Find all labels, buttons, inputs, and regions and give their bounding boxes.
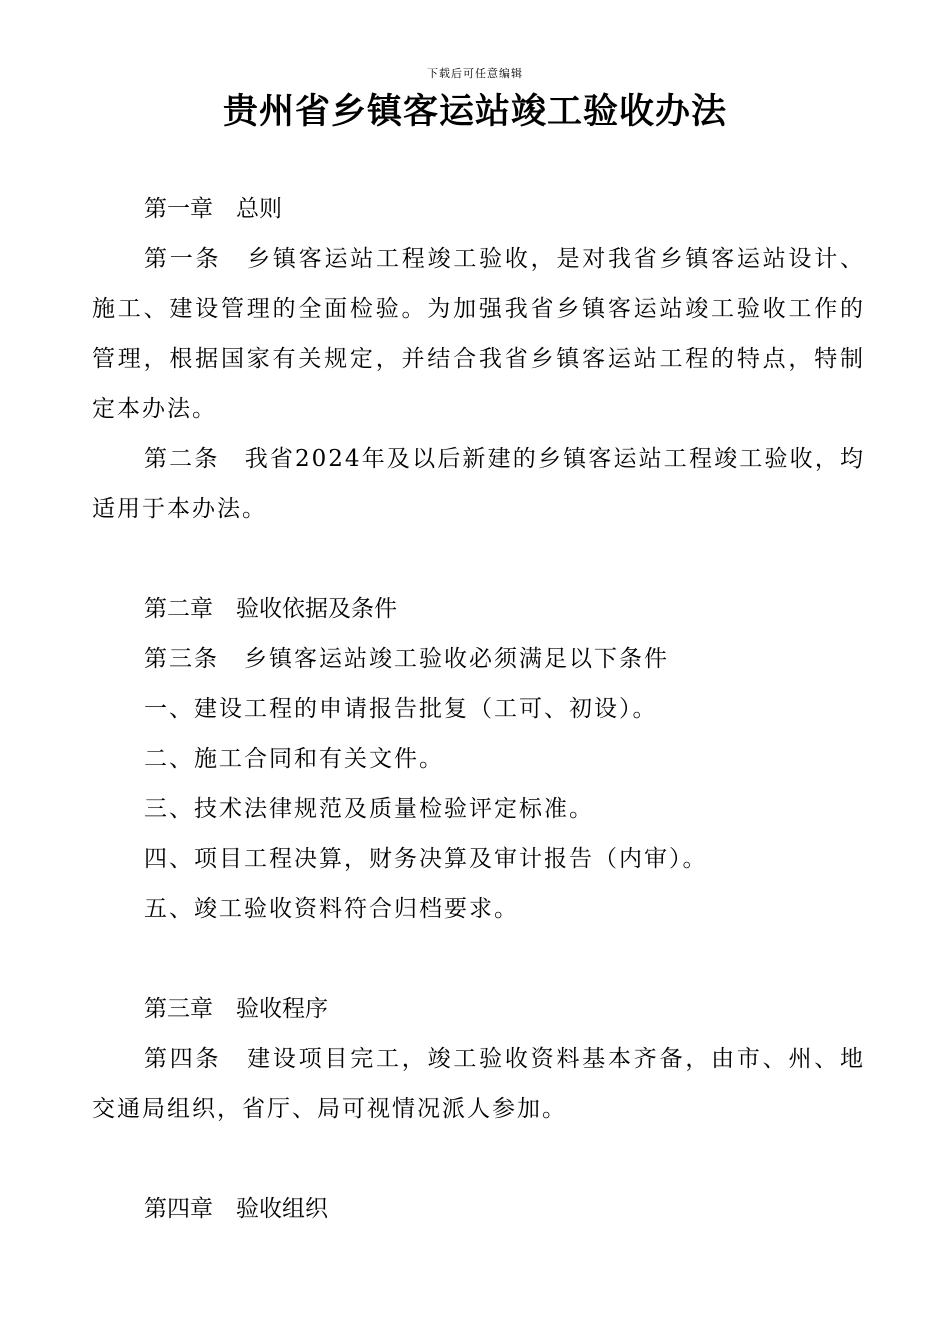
document-body — [92, 184, 865, 1234]
condition-item-1: 一、建设工程的申请报告批复（工可、初设）。 — [144, 696, 658, 722]
article-4-label: 第四条 — [144, 1046, 248, 1072]
article-4-text: 建设项目完工，竣工验收资料基本齐备，由市、州、地交通局组织，省厅、局可视情况派人参加。 — [92, 1046, 866, 1122]
article-1-label: 第一条 — [144, 246, 248, 272]
condition-item-5: 五、竣工验收资料符合归档要求。 — [144, 896, 519, 922]
section-gap — [92, 534, 865, 584]
article-3-label: 第三条 — [144, 646, 244, 672]
article-4 — [92, 1034, 865, 1134]
article-2 — [92, 434, 865, 534]
article-1-text: 乡镇客运站工程竣工验收，是对我省乡镇客运站设计、施工、建设管理的全面检验。为加强我省乡镇客运站竣工验收工作的管理，根据国家有关规定，并结合我省乡镇客运站工程的特点，特制定本办法。 — [92, 246, 866, 422]
document-title: 贵州省乡镇客运站竣工验收办法 — [222, 91, 727, 132]
article-3-text: 乡镇客运站竣工验收必须满足以下条件 — [244, 646, 669, 672]
condition-item-2: 二、施工合同和有关文件。 — [144, 746, 444, 772]
chapter-4-heading: 第四章 验收组织 — [144, 1196, 328, 1222]
condition-item-4: 四、项目工程决算，财务决算及审计报告（内审）。 — [144, 846, 708, 872]
section-gap — [92, 1134, 865, 1184]
chapter-1-heading: 第一章 总则 — [144, 196, 282, 222]
section-gap — [92, 934, 865, 984]
article-2-label: 第二条 — [144, 446, 245, 472]
condition-item-3: 三、技术法律规范及质量检验评定标准。 — [144, 796, 594, 822]
article-2-text: 我省2024年及以后新建的乡镇客运站工程竣工验收，均适用于本办法。 — [92, 446, 865, 522]
chapter-2-heading: 第二章 验收依据及条件 — [144, 596, 397, 622]
chapter-3-heading: 第三章 验收程序 — [144, 996, 328, 1022]
article-1 — [92, 234, 865, 434]
article-3 — [92, 634, 865, 684]
page-header-note: 下载后可任意编辑 — [427, 67, 523, 80]
